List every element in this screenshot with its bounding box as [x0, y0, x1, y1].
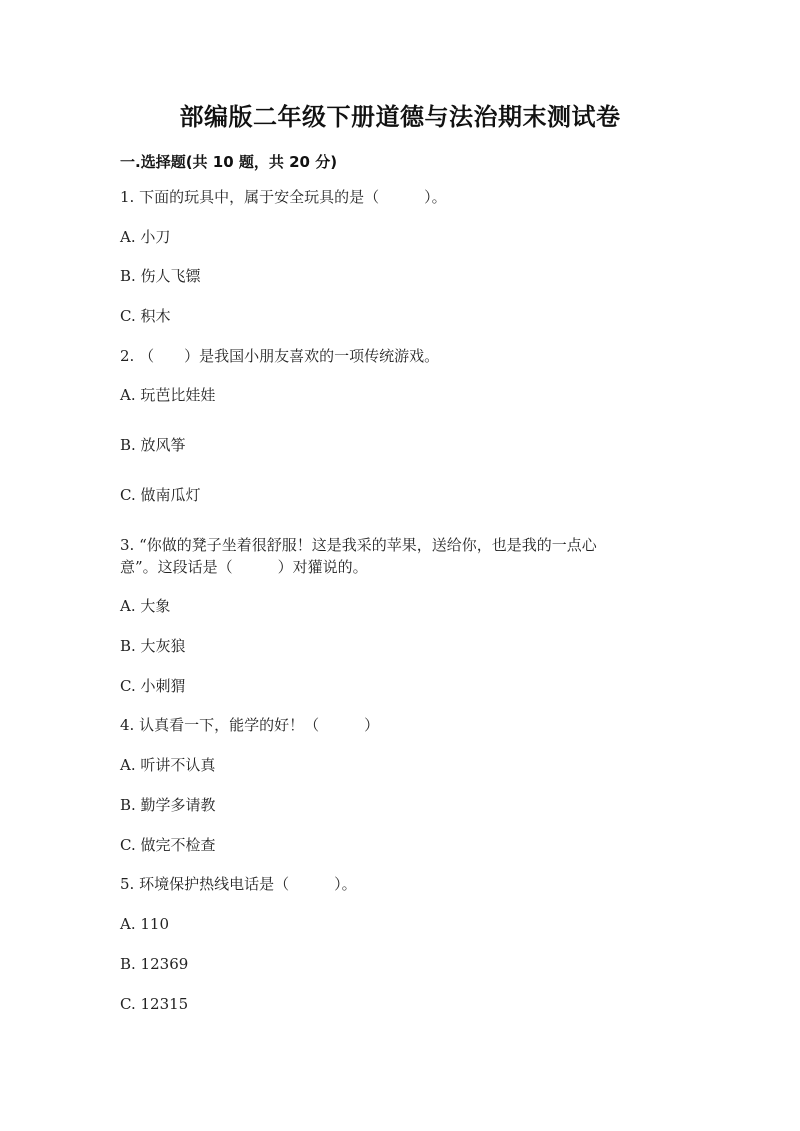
question-4-option-b[interactable]: B. 勤学多请教 — [120, 796, 216, 814]
question-5-option-a[interactable]: A. 110 — [120, 915, 169, 933]
question-3-option-c[interactable]: C. 小刺猬 — [120, 677, 186, 695]
question-2-option-a[interactable]: A. 玩芭比娃娃 — [120, 386, 216, 404]
question-1-option-c[interactable]: C. 积木 — [120, 307, 171, 325]
question-3-option-a[interactable]: A. 大象 — [120, 597, 171, 615]
question-2-option-b[interactable]: B. 放风筝 — [120, 436, 186, 454]
question-4-option-a[interactable]: A. 听讲不认真 — [120, 756, 216, 774]
question-4-option-c[interactable]: C. 做完不检查 — [120, 836, 216, 854]
section-heading: 一.选择题(共 10 题，共 20 分) — [120, 153, 338, 171]
question-1-option-b[interactable]: B. 伤人飞镖 — [120, 267, 201, 285]
question-4-stem: 4. 认真看一下，能学的好！（ ） — [120, 716, 380, 734]
question-5-option-b[interactable]: B. 12369 — [120, 955, 189, 973]
question-3-stem-line-1: 3. “你做的凳子坐着很舒服！这是我采的苹果，送给你，也是我的一点心 — [120, 536, 597, 554]
question-5-option-c[interactable]: C. 12315 — [120, 995, 189, 1013]
question-3-option-b[interactable]: B. 大灰狼 — [120, 637, 186, 655]
question-2-stem: 2. （ ）是我国小朋友喜欢的一项传统游戏。 — [120, 347, 440, 365]
question-2-option-c[interactable]: C. 做南瓜灯 — [120, 486, 201, 504]
question-1-stem: 1. 下面的玩具中，属于安全玩具的是（ ）。 — [120, 188, 447, 206]
exam-title: 部编版二年级下册道德与法治期末测试卷 — [179, 103, 621, 131]
question-5-stem: 5. 环境保护热线电话是（ ）。 — [120, 875, 357, 893]
question-1-option-a[interactable]: A. 小刀 — [120, 228, 171, 246]
question-3-stem-line-2: 意”。这段话是（ ）对獾说的。 — [120, 558, 368, 576]
